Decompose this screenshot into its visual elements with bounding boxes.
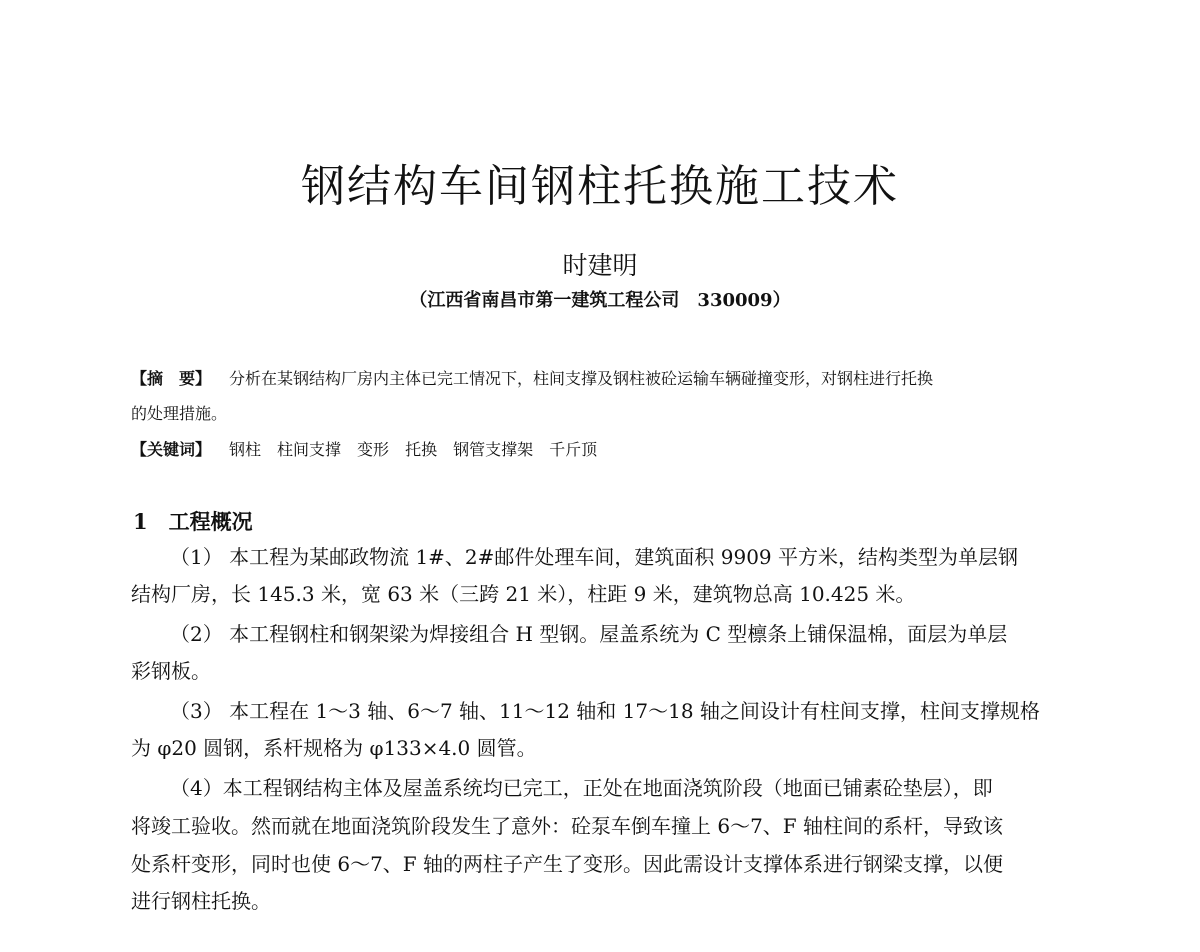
keywords bbox=[131, 437, 613, 460]
keywords-label: 【关键词】 bbox=[131, 440, 212, 459]
paragraph-line: 处系杆变形，同时也使 6～7、F 轴的两柱子产生了变形。因此需设计支撑体系进行钢梁支撑，以便 bbox=[131, 852, 1004, 876]
author: 时建明 bbox=[562, 251, 638, 280]
paragraph-line: 将竣工验收。然而就在地面浇筑阶段发生了意外：砼泵车倒车撞上 6～7、F 轴柱间的系杆，导致该 bbox=[131, 814, 1004, 838]
paragraph-line: （1） 本工程为某邮政物流 1#、2#邮件处理车间，建筑面积 9909 平方米，结构类型为单层钢 bbox=[170, 545, 1019, 569]
paragraph-line: 彩钢板。 bbox=[131, 659, 211, 683]
keyword: 柱间支撑 bbox=[277, 440, 342, 459]
paragraph-line: 为 φ20 圆钢，系杆规格为 φ133×4.0 圆管。 bbox=[131, 736, 537, 760]
paragraph-line: 结构厂房，长 145.3 米，宽 63 米（三跨 21 米），柱距 9 米，建筑物总高 10.425 米。 bbox=[131, 582, 916, 606]
keyword: 钢管支撑架 bbox=[453, 440, 534, 459]
paragraph-line: （3） 本工程在 1～3 轴、6～7 轴、11～12 轴和 17～18 轴之间设计有柱间支撑，柱间支撑规格 bbox=[170, 699, 1040, 723]
affiliation: （江西省南昌市第一建筑工程公司 330009） bbox=[409, 290, 791, 311]
keyword: 变形 bbox=[357, 440, 390, 459]
keyword: 钢柱 bbox=[229, 440, 262, 459]
abstract-line-2: 的处理措施。 bbox=[131, 404, 228, 423]
keyword: 千斤顶 bbox=[549, 440, 598, 459]
paper-title: 钢结构车间钢柱托换施工技术 bbox=[301, 161, 899, 212]
section-heading: 1 工程概况 bbox=[133, 509, 253, 534]
abstract-text: 分析在某钢结构厂房内主体已完工情况下，柱间支撑及钢柱被砼运输车辆碰撞变形，对钢柱进行托换 bbox=[229, 369, 934, 388]
abstract-label: 【摘 要】 bbox=[131, 369, 212, 388]
paragraph-line: 进行钢柱托换。 bbox=[131, 889, 271, 913]
paragraph-line: （4）本工程钢结构主体及屋盖系统均已完工，正处在地面浇筑阶段（地面已铺素砼垫层），即 bbox=[170, 776, 993, 800]
paragraph-line: （2） 本工程钢柱和钢架梁为焊接组合 H 型钢。屋盖系统为 C 型檩条上铺保温棉，面层为单层 bbox=[170, 622, 1008, 646]
keyword: 托换 bbox=[405, 440, 438, 459]
abstract-line-1 bbox=[131, 366, 933, 389]
